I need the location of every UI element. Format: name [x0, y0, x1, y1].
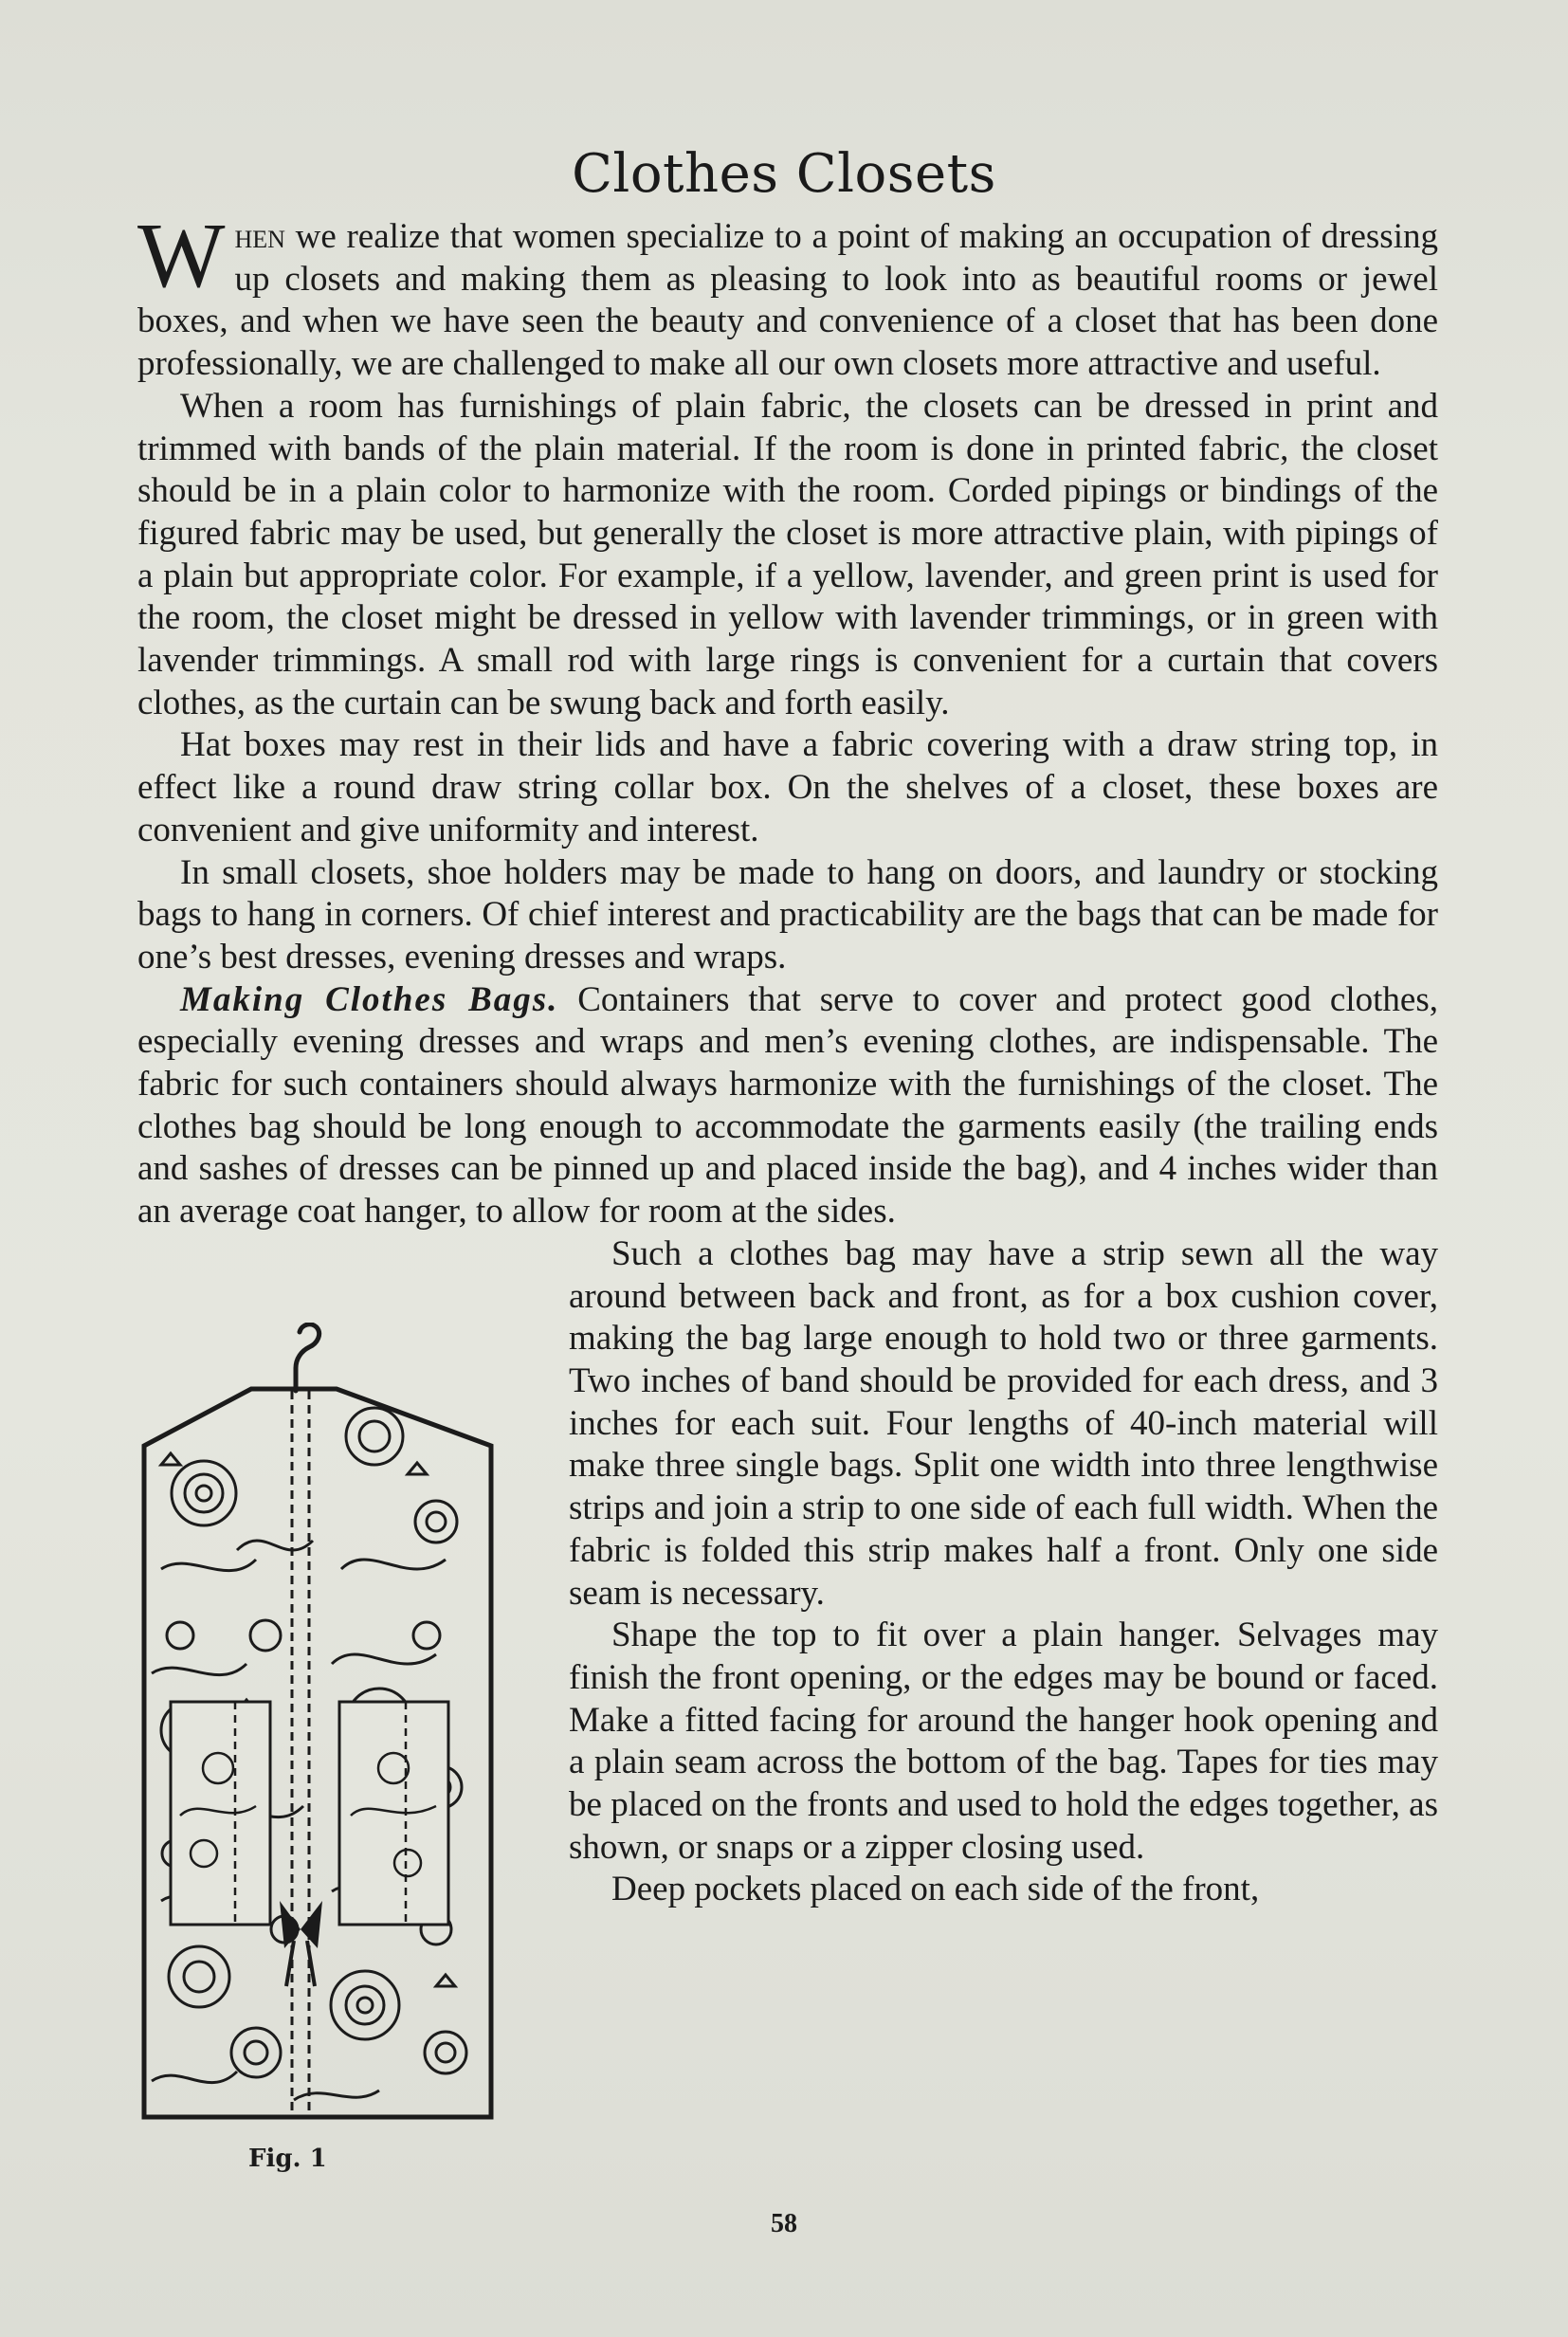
page-number: 58	[771, 2209, 797, 2238]
paragraph-5-text: Containers that serve to cover and protect good clothes, especially evening dresses and wraps and men’s evening clothes, are indispensable. The fabric for such containers should always harmonize with the furnishings of the closet. The clothes bag should be long enough to accommodate the garments easily (the trailing ends and sashes of dresses can be pinned up and placed inside the bag), and 4 inches wider than an average coat hanger, to allow for room at the sides.	[137, 979, 1438, 1232]
paragraph-3: Hat boxes may rest in their lids and have a fabric covering with a draw string top, in effect like a round draw string collar box. On the shelves of a closet, these boxes are convenient and give uniformity and interest.	[137, 725, 1438, 849]
figure-caption: Fig. 1	[248, 2145, 327, 2173]
paragraph-6: Such a clothes bag may have a strip sewn all the way around between back and front, as for a box cushion cover, making the bag large enough to hold two or three garments. Two inches of band should be provided for each dress, and 3 inches for each suit. Four lengths of 40-inch material will make three single bags. Split one width into three lengthwise strips and join a strip to one side of each full width. When the fabric is folded this strip makes half a front. Only one side seam is necessary.	[569, 1233, 1438, 1613]
drop-cap: W	[137, 205, 226, 307]
paragraph-4: In small closets, shoe holders may be made to hang on doors, and laundry or stocking bags to hang in corners. Of chief interest and practicability are the bags that can be made for one’s best dresses, evening dresses and wraps.	[137, 852, 1438, 977]
paragraph-1-text: we realize that women specialize to a point of making an occupation of dressing up closets and making them as pleasing to look into as beautiful rooms or jewel boxes, and when we have seen the beauty and convenience of a closet that has been done professionally, we are challenged to make all our own closets more attractive and useful.	[137, 217, 1438, 384]
paragraph-7: Shape the top to fit over a plain hanger. Selvages may finish the front opening, or the edges may be bound or faced. Make a fitted facing for around the hanger hook opening and a plain seam across the bottom of the bag. Tapes for ties may be placed on the fronts and used to hold the edges together, as shown, or snaps or a zipper closing used.	[569, 1616, 1438, 1867]
paragraph-5	[137, 979, 1438, 1233]
paragraph-2: When a room has furnishings of plain fabric, the closets can be dressed in print and trimmed with bands of the plain material. If the room is done in printed fabric, the closet should be in a plain color to harmonize with the room. Corded pipings or bindings of the figured fabric may be used, but generally the closet is more attractive plain, with pipings of a plain but appropriate color. For example, if a yellow, lavender, and green print is used for the room, the closet might be dressed in yellow with lavender trimmings, or in green with lavender trimmings. A small rod with large rings is convenient for a curtain that covers clothes, as the curtain can be swung back and forth easily.	[137, 386, 1438, 722]
page-title: Clothes Closets	[572, 143, 996, 205]
lead-in: hen	[234, 217, 285, 256]
clothes-bag-illustration-icon	[123, 1323, 498, 2128]
paragraph-1	[137, 205, 1438, 386]
paragraph-8: Deep pockets placed on each side of the front,	[611, 1870, 1260, 1909]
section-heading: Making Clothes Bags.	[180, 979, 559, 1019]
